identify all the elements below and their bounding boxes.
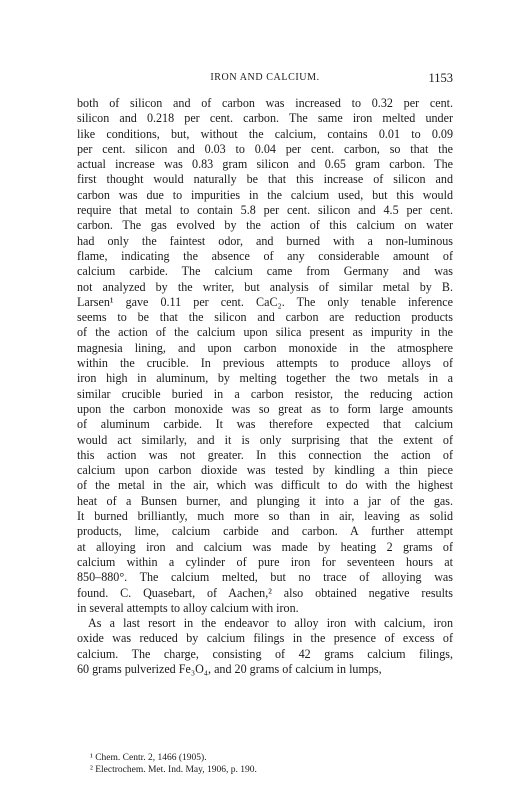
text-line: require that metal to contain 5.8 per cent. silicon and 4.5 per cent. <box>77 203 453 218</box>
text-line: in several attempts to alloy calcium with iron. <box>77 600 299 615</box>
text-line: had only the faintest odor, and burned with a non-luminous <box>77 233 453 248</box>
text-line: heat of a Bunsen burner, and plunging it into a jar of the gas. <box>77 493 453 508</box>
text-line: As a last resort in the endeavor to alloy iron with calcium, iron <box>88 616 453 631</box>
text-line: magnesia lining, and upon carbon monoxide in the atmosphere <box>77 340 453 355</box>
text-line: this action was not greater. In this connection the action of <box>77 447 453 462</box>
body-text <box>77 96 453 677</box>
text-line: of aluminum carbide. It was therefore expected that calcium <box>77 417 453 432</box>
text-line: calcium upon carbon dioxide was tested by kindling a thin piece <box>77 463 453 478</box>
text-line: would act similarly, and it is only surprising that the extent of <box>77 432 453 447</box>
text-line: first thought would naturally be that this increase of silicon and <box>77 172 453 187</box>
text-line: per cent. silicon and 0.03 to 0.04 per cent. carbon, so that the <box>77 141 453 156</box>
text-line: not analyzed by the writer, but analysis of similar metal by B. <box>77 279 453 294</box>
footnotes <box>90 752 453 776</box>
text-line: like conditions, but, without the calcium, contains 0.01 to 0.09 <box>77 126 453 141</box>
text-line: calcium within a cylinder of pure iron for seventeen hours at <box>77 554 453 569</box>
text-line: carbon was due to impurities in the calcium used, but this would <box>77 187 453 202</box>
text-line: found. C. Quasebart, of Aachen,² also obtained negative results <box>77 585 453 600</box>
text-line: both of silicon and of carbon was increased to 0.32 per cent. <box>77 96 453 110</box>
text-line: flame, indicating the absence of any considerable amount of <box>77 248 453 263</box>
text-line: iron high in aluminum, by melting together the two metals in a <box>77 371 453 386</box>
text-line: oxide was reduced by calcium filings in the presence of excess of <box>77 631 453 646</box>
text-line: upon the carbon monoxide was so great as to form large amounts <box>77 401 453 416</box>
text-line: actual increase was 0.83 gram silicon and 0.65 gram carbon. The <box>77 157 453 172</box>
text-line: calcium. The charge, consisting of 42 grams calcium filings, <box>77 646 453 661</box>
text-line: within the crucible. In previous attempts to produce alloys of <box>77 356 453 371</box>
running-head <box>77 70 453 86</box>
text-line: carbon. The gas evolved by the action of this calcium on water <box>77 218 453 233</box>
footnote: ² Electrochem. Met. Ind. May, 1906, p. 190. <box>90 765 257 775</box>
running-head-title: IRON AND CALCIUM. <box>210 72 320 83</box>
text-line: silicon and 0.218 per cent. carbon. The same iron melted under <box>77 111 453 126</box>
text-line: It burned brilliantly, much more so than in air, leaving as solid <box>77 509 453 524</box>
text-line: of the action of the calcium upon silica present as impurity in the <box>77 325 453 340</box>
text-line: seems to be that the silicon and carbon are reduction products <box>77 310 453 325</box>
text-line: similar crucible buried in a carbon resistor, the reducing action <box>77 386 453 401</box>
text-line: Larsen¹ gave 0.11 per cent. CaC₂. The only tenable inference <box>77 294 453 309</box>
text-line: of the metal in the air, which was difficult to do with the highest <box>77 478 453 493</box>
text-line: calcium carbide. The calcium came from Germany and was <box>77 264 453 279</box>
text-line: 850–880°. The calcium melted, but no trace of alloying was <box>77 570 453 585</box>
text-line: products, lime, calcium carbide and carbon. A further attempt <box>77 524 453 539</box>
footnote: ¹ Chem. Centr. 2, 1466 (1905). <box>90 753 207 763</box>
text-line: at alloying iron and calcium was made by heating 2 grams of <box>77 539 453 554</box>
page-number: 1153 <box>428 71 453 85</box>
text-line: 60 grams pulverized Fe₃O₄, and 20 grams of calcium in lumps, <box>77 661 382 676</box>
